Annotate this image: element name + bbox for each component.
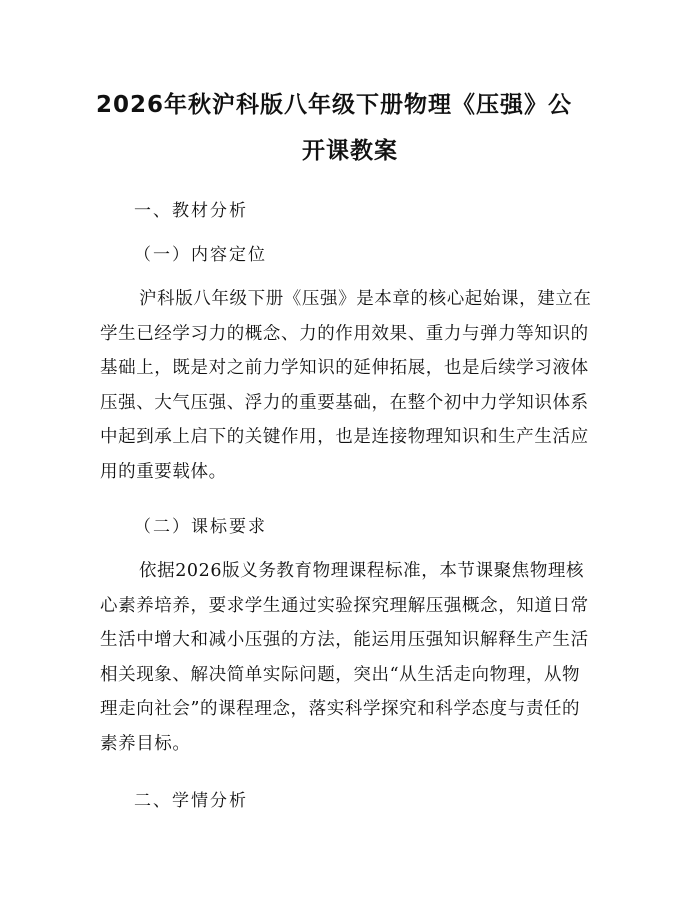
paragraph-content-positioning [100, 282, 600, 489]
section-heading-textbook-analysis: 一、教材分析 [134, 201, 248, 221]
document-title-line-1: 2026年秋沪科版八年级下册物理《压强》公 [96, 92, 573, 118]
paragraph-line: 沪科版八年级下册《压强》是本章的核心起始课，建立在 [139, 289, 592, 309]
paragraph-line: 基础上，既是对之前力学知识的延伸拓展，也是后续学习液体 [100, 358, 589, 378]
subsection-heading-curriculum-requirements: （二）课标要求 [134, 517, 267, 537]
paragraph-line: 理走向社会”的课程理念，落实科学探究和科学态度与责任的 [100, 699, 581, 719]
paragraph-line: 心素养培养，要求学生通过实验探究理解压强概念，知道日常 [100, 595, 589, 616]
paragraph-line: 中起到承上启下的关键作用，也是连接物理知识和生产生活应 [100, 427, 589, 447]
paragraph-line: 压强、大气压强、浮力的重要基础，在整个初中力学知识体系 [100, 392, 589, 413]
subsection-heading-content-positioning: （一）内容定位 [134, 245, 267, 265]
section-heading-learner-analysis: 二、学情分析 [134, 791, 248, 811]
paragraph-line: 素养目标。 [100, 733, 191, 754]
paragraph-line: 生活中增大和减小压强的方法，能运用压强知识解释生产生活 [100, 630, 589, 650]
paragraph-line: 用的重要载体。 [100, 461, 227, 482]
document-title-line-2: 开课教案 [302, 138, 398, 164]
paragraph-curriculum-requirements [100, 554, 600, 761]
paragraph-line: 相关现象、解决简单实际问题，突出“从生活走向物理，从物 [100, 664, 581, 685]
paragraph-line: 依据2026版义务教育物理课程标准，本节课聚焦物理核 [139, 561, 585, 581]
paragraph-line: 学生已经学习力的概念、力的作用效果、重力与弹力等知识的 [100, 323, 589, 344]
